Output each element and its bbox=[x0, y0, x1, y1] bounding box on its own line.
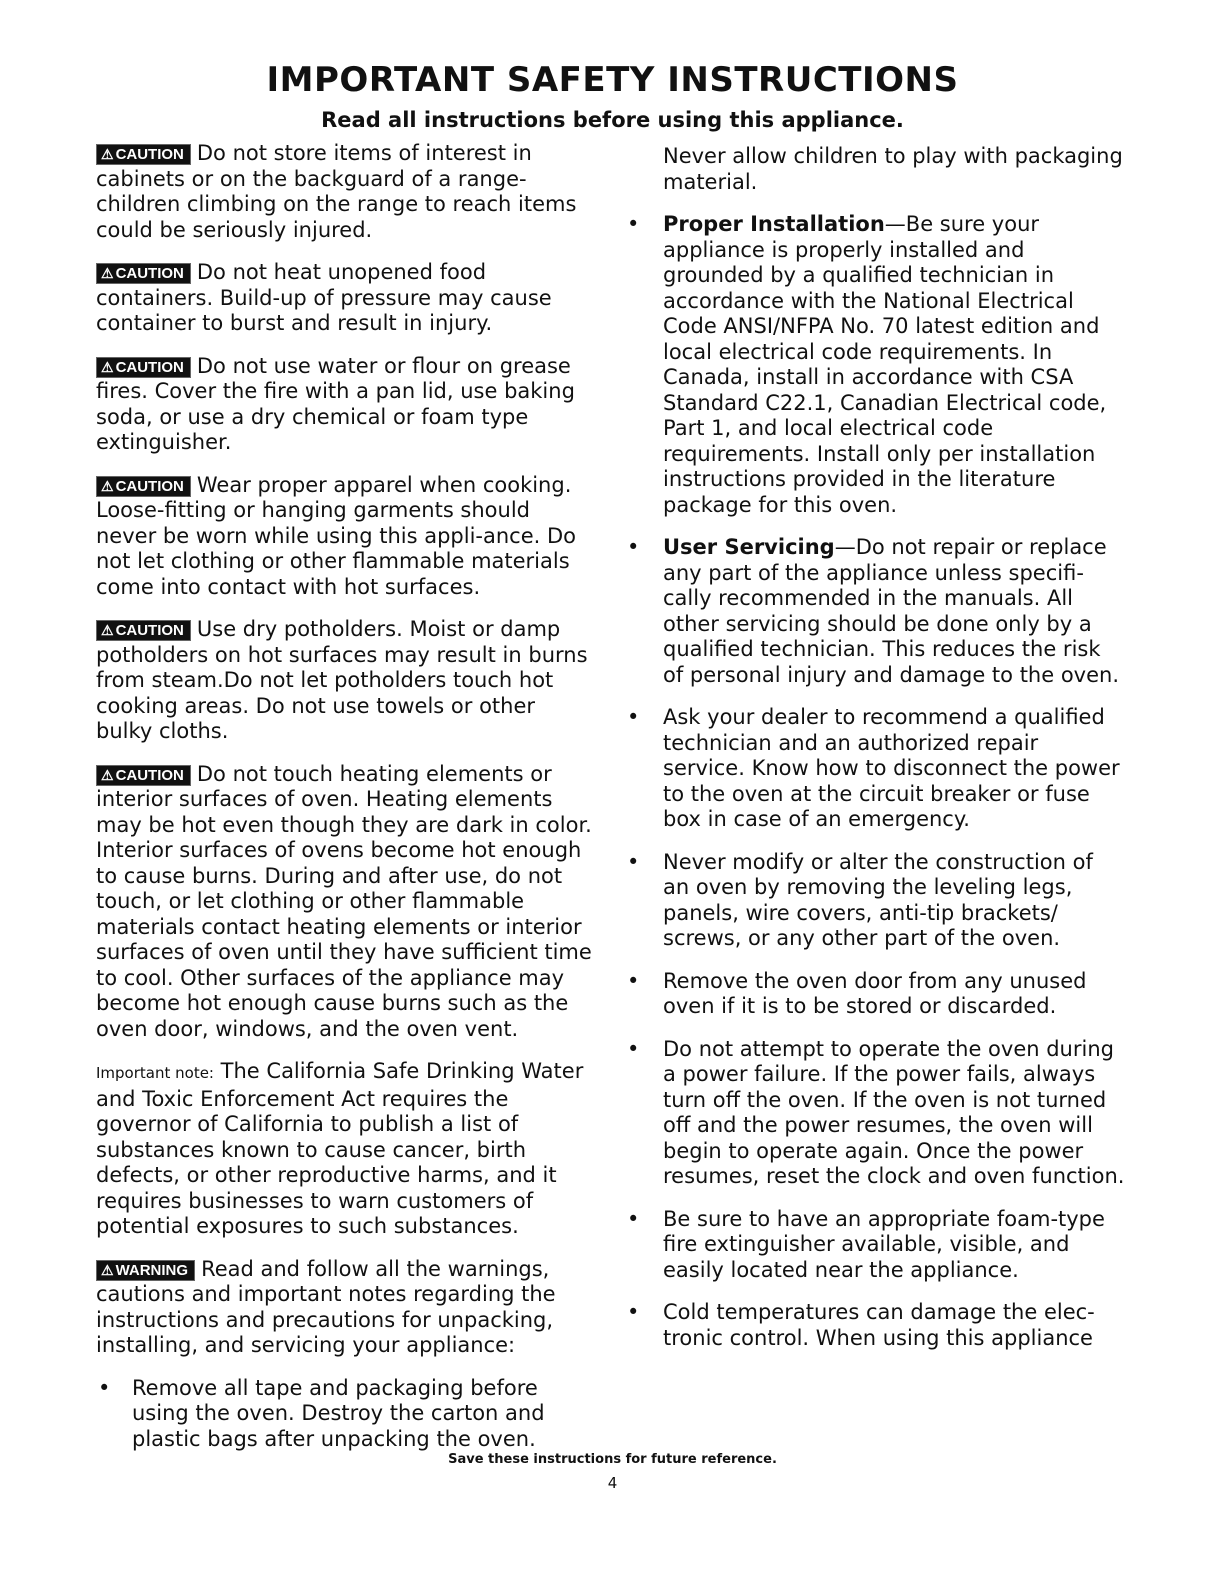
right-column bbox=[627, 144, 1125, 1368]
note-text: The California Safe Drinking Water and Toxic Enforcement Act requires the governor of California to publish a list of substances known to cause cancer, birth defects, or other reproductive harms, and it requires businesses to warn customers of potential exposures to such substances. bbox=[96, 1059, 584, 1238]
list-item: • Do not attempt to operate the oven during a power failure. If the power fails, always turn off the oven. If the oven is not turned off and the power resumes, the oven will begin to operate again. Once the power resumes, reset the clock and oven function. bbox=[627, 1036, 1125, 1188]
bullet-icon: • bbox=[627, 1300, 640, 1324]
bullet-lead: User Servicing bbox=[663, 535, 835, 559]
continuation-text: Never allow children to play with packaging material. bbox=[663, 144, 1123, 194]
caution-badge: ⚠ CAUTION bbox=[96, 263, 191, 284]
left-column bbox=[96, 141, 596, 1469]
bullet-icon: • bbox=[627, 849, 640, 874]
caution-badge: ⚠ CAUTION bbox=[96, 620, 191, 641]
caution-badge: ⚠ CAUTION bbox=[96, 144, 191, 165]
bullet-icon: • bbox=[627, 535, 640, 559]
left-bullet-list bbox=[96, 1376, 596, 1453]
caution-text: Wear proper apparel when cooking. Loose-fitting or hanging garments should never be worn while using this appli-ance. Do not let clothing or other flammable materials come into contact with hot surfaces. bbox=[96, 472, 577, 599]
caution-paragraph bbox=[96, 762, 596, 1043]
list-item: • Remove the oven door from any unused oven if it is to be stored or discarded. bbox=[627, 968, 1087, 1018]
note-label: Important note: bbox=[96, 1064, 214, 1082]
warning-triangle-icon: ⚠ bbox=[101, 1261, 114, 1278]
page-subtitle: Read all instructions before using this appliance. bbox=[321, 108, 904, 132]
list-item: • Proper Installation—Be sure your appliance is properly installed and grounded by a qualified technician in accordance with the National Electrical Code ANSI/NFPA No. 70 latest edition and local electrical code requirements. In Canada, install in accordance with CSA Standard C22.1, Canadian Electrical code, Part 1, and local electrical code requirements. Install only per installation instructions provided in the literature package for this oven. bbox=[627, 212, 1107, 517]
list-item: • Never modify or alter the construction of an oven by removing the leveling legs, panels, wire covers, anti-tip brackets/ screws, or any other part of the oven. bbox=[627, 849, 1093, 950]
caution-text: Do not touch heating elements or interior surfaces of oven. Heating elements may be hot even though they are dark in color. Interior surfaces of ovens become hot enough to cause burns. During and after use, do not touch, or let clothing or other flammable materials contact heating elements or interior surfaces of oven until they have sufficient time to cool. Other surfaces of the appliance may become hot enough cause burns such as the oven door, windows, and the oven vent. bbox=[96, 761, 592, 1041]
page-title: IMPORTANT SAFETY INSTRUCTIONS bbox=[266, 60, 959, 100]
bullet-icon: • bbox=[627, 1206, 640, 1231]
caution-paragraph bbox=[96, 473, 596, 601]
caution-badge: ⚠ CAUTION bbox=[96, 476, 191, 497]
caution-text: Do not heat unopened food containers. Build-up of pressure may cause container to burst and result in injury. bbox=[96, 260, 552, 335]
bullet-icon: • bbox=[627, 968, 640, 993]
list-item: • Cold temperatures can damage the elec-tronic control. When using this appliance bbox=[627, 1300, 1095, 1350]
footer-note: Save these instructions for future reference. bbox=[448, 1452, 777, 1467]
caution-paragraph bbox=[96, 617, 596, 745]
bullet-lead: Proper Installation bbox=[663, 212, 885, 236]
caution-text: Use dry potholders. Moist or damp potholders on hot surfaces may result in burns from steam.Do not let potholders touch hot cooking areas. Do not use towels or other bulky cloths. bbox=[96, 617, 588, 743]
list-item: • Be sure to have an appropriate foam-type fire extinguisher available, visible, and easily located near the appliance. bbox=[627, 1206, 1105, 1282]
caution-text: Do not use water or flour on grease fires. Cover the fire with a pan lid, use baking soda, or use a dry chemical or foam type extinguisher. bbox=[96, 353, 575, 454]
warning-paragraph bbox=[96, 1257, 596, 1359]
warning-triangle-icon: ⚠ bbox=[101, 265, 114, 281]
list-item: • User Servicing—Do not repair or replace any part of the appliance unless specifi-cally recommended in the manuals. All other servicing should be done only by a qualified technician. This reduces the risk of personal injury and damage to the oven. bbox=[627, 535, 1120, 687]
bullet-icon: • bbox=[627, 705, 640, 729]
bullet-icon: • bbox=[627, 1036, 640, 1061]
caution-text: Do not store items of interest in cabinets or on the backguard of a range-children climbing on the range to reach items could be seriously injured. bbox=[96, 141, 577, 242]
bullet-icon: • bbox=[98, 1375, 111, 1400]
caution-paragraph bbox=[96, 141, 596, 243]
caution-badge: ⚠ CAUTION bbox=[96, 765, 191, 786]
warning-text: Read and follow all the warnings, cautions and important notes regarding the instructions and precautions for unpacking, installing, and servicing your appliance: bbox=[96, 1256, 556, 1357]
warning-triangle-icon: ⚠ bbox=[101, 146, 114, 162]
caution-paragraph bbox=[96, 260, 596, 337]
warning-triangle-icon: ⚠ bbox=[101, 477, 114, 494]
warning-triangle-icon: ⚠ bbox=[101, 358, 114, 375]
warning-badge: ⚠ WARNING bbox=[96, 1260, 195, 1281]
caution-paragraph bbox=[96, 354, 596, 456]
warning-triangle-icon: ⚠ bbox=[101, 766, 114, 783]
important-note bbox=[96, 1059, 596, 1240]
right-bullet-list bbox=[627, 212, 1125, 1351]
list-item: • Remove all tape and packaging before using the oven. Destroy the carton and plastic bags after unpacking the oven. bbox=[98, 1375, 545, 1451]
caution-badge: ⚠ CAUTION bbox=[96, 357, 191, 378]
warning-triangle-icon: ⚠ bbox=[101, 622, 114, 638]
page-number: 4 bbox=[607, 1474, 618, 1492]
list-item: • Ask your dealer to recommend a qualified technician and an authorized repair service. Know how to disconnect the power to the oven at the circuit breaker or fuse box in case of an emergency. bbox=[627, 705, 1120, 831]
bullet-icon: • bbox=[627, 212, 640, 236]
